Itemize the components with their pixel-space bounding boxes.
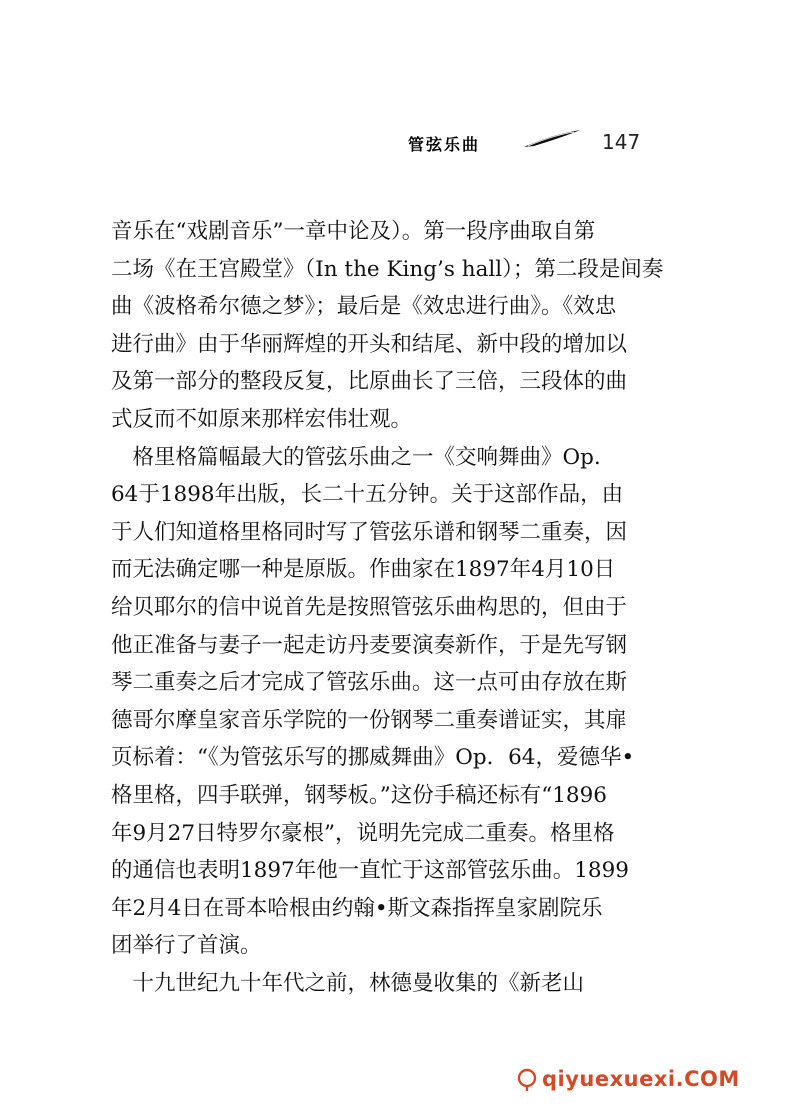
text-line: 而无法确定哪一种是原版。作曲家在1897年4月10日 [111,557,616,583]
quill-ornament-icon [522,126,582,150]
text-line: 年2月4日在哥本哈根由约翰•斯文森指挥皇家剧院乐 [111,895,603,921]
text-line: 格里格，四手联弹，钢琴板。”这份手稿还标有“1896 [111,782,607,808]
text-line: 于人们知道格里格同时写了管弦乐谱和钢琴二重奏，因 [111,519,628,545]
text-line: 团举行了首演。 [111,933,262,959]
text-line: 格里格篇幅最大的管弦乐曲之一《交响舞曲》Op. [111,444,601,470]
text-line: 及第一部分的整段反复，比原曲长了三倍，三段体的曲 [111,369,628,395]
text-line: 的通信也表明1897年他一直忙于这部管弦乐曲。1899 [111,858,629,884]
text-line: 二场《在王宫殿堂》（In the King’s hall）；第二段是间奏 [111,256,664,282]
text-line: 64于1898年出版，长二十五分钟。关于这部作品，由 [111,482,624,508]
text-line: 曲《波格希尔德之梦》；最后是《效忠进行曲》。《效忠 [111,294,617,320]
text-line: 他正准备与妻子一起走访丹麦要演奏新作，于是先写钢 [111,632,628,658]
text-line: 页标着：“《为管弦乐写的挪威舞曲》Op．64，爱德华• [111,745,635,771]
text-line: 德哥尔摩皇家音乐学院的一份钢琴二重奏谱证实，其扉 [111,707,628,733]
text-line: 琴二重奏之后才完成了管弦乐曲。这一点可由存放在斯 [111,670,628,696]
watermark-logo-icon [516,1068,538,1092]
running-head: 管弦乐曲 [408,135,481,154]
page-number: 147 [602,130,641,154]
text-line: 年9月27日特罗尔豪根”，说明先完成二重奏。格里格 [111,820,615,846]
text-line: 进行曲》由于华丽辉煌的开头和结尾、新中段的增加以 [111,331,628,357]
text-line: 十九世纪九十年代之前，林德曼收集的《新老山 [111,970,585,996]
watermark: qiyuexuexi.COM [542,1067,740,1091]
body-text [111,213,671,1002]
text-line: 式反而不如原来那样宏伟壮观。 [111,406,413,432]
text-line: 给贝耶尔的信中说首先是按照管弦乐曲构思的，但由于 [111,594,628,620]
text-line: 音乐在“戏剧音乐”一章中论及）。第一段序曲取自第 [111,219,596,244]
page-header [0,126,794,166]
